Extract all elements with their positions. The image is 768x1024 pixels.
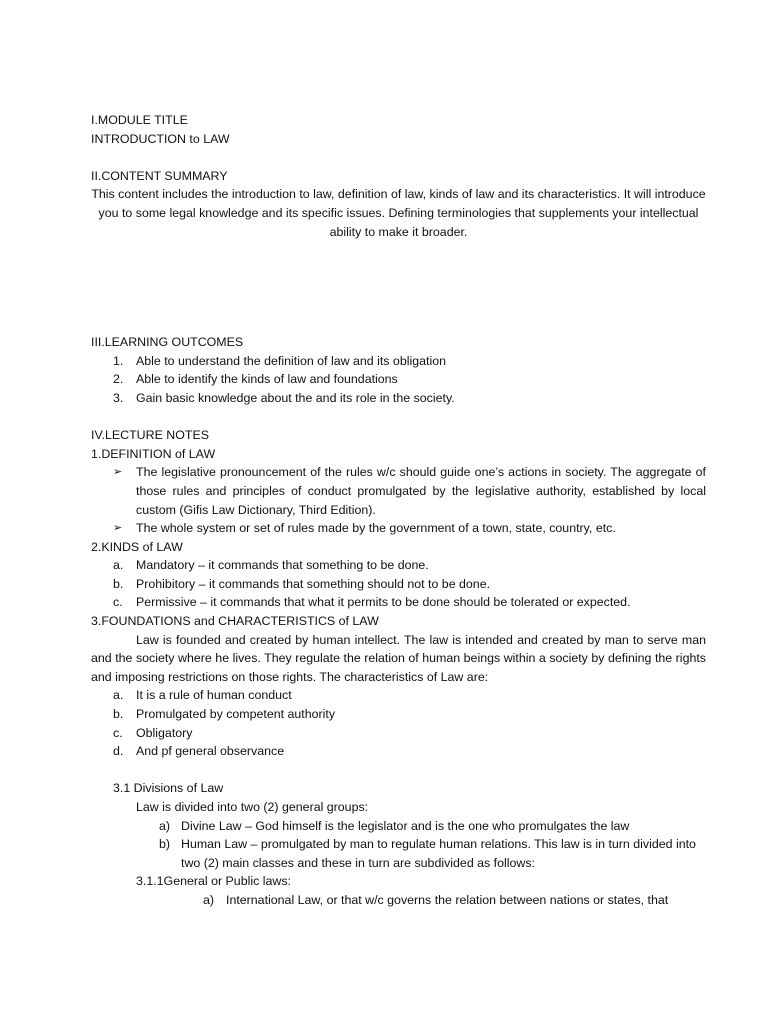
- list-marker: b.: [113, 707, 124, 722]
- characteristic-text: It is a rule of human conduct: [136, 688, 292, 703]
- division-text: Divine Law – God himself is the legislator and is the one who promulgates the law: [181, 818, 630, 833]
- general-laws-list: [91, 891, 706, 910]
- outcome-item: [91, 352, 706, 371]
- divisions-heading: 3.1 Divisions of Law: [113, 781, 224, 796]
- outcome-item: [91, 389, 706, 408]
- kind-item: [91, 593, 706, 612]
- general-law-item: [91, 891, 706, 910]
- general-laws-heading: 3.1.1General or Public laws:: [136, 874, 291, 889]
- divisions-intro: Law is divided into two (2) general groups:: [136, 800, 369, 814]
- outcomes-list: [91, 352, 706, 408]
- outcomes-heading: III.LEARNING OUTCOMES: [91, 335, 244, 350]
- outcome-text: Gain basic knowledge about the and its role in the society.: [136, 390, 455, 405]
- characteristic-item: [91, 724, 706, 743]
- foundations-paragraph: Law is founded and created by human intellect. The law is intended and created by man to serve man and the society where he lives. They regulate the relation of human beings within a society by defining the rights and imposing restrictions on those rights. The characteristics of Law are:: [91, 632, 706, 684]
- arrow-bullet-icon: ➢: [113, 465, 123, 479]
- characteristic-item: [91, 705, 706, 724]
- divisions-list: [91, 817, 706, 873]
- kind-item: [91, 575, 706, 594]
- list-marker: a): [159, 818, 171, 833]
- kinds-list: [91, 556, 706, 612]
- definition-item: [91, 463, 706, 519]
- list-marker: b): [159, 837, 171, 852]
- outcome-item: [91, 370, 706, 389]
- characteristic-item: [91, 742, 706, 761]
- kind-text: Mandatory – it commands that something to be done.: [136, 558, 429, 573]
- list-marker: a.: [113, 558, 124, 573]
- definition-text: The whole system or set of rules made by the government of a town, state, country, etc.: [136, 521, 616, 536]
- characteristics-list: [91, 686, 706, 760]
- list-marker: b.: [113, 576, 124, 591]
- definition-item: [91, 519, 706, 538]
- characteristic-item: [91, 686, 706, 705]
- division-item: [91, 817, 706, 836]
- module-heading: I.MODULE TITLE: [91, 113, 188, 127]
- outcome-text: Able to understand the definition of law and its obligation: [136, 353, 446, 368]
- definition-text: The legislative pronouncement of the rules w/c should guide one’s actions in society. The aggregate of those rules and principles of conduct promulgated by the legislative authority, established by local custom (Gifis Law Dictionary, Third Edition).: [136, 465, 706, 517]
- lecture-heading: IV.LECTURE NOTES: [91, 428, 209, 443]
- list-marker: a.: [113, 688, 124, 703]
- list-marker: a): [203, 892, 215, 907]
- module-title: INTRODUCTION to LAW: [91, 131, 230, 146]
- list-marker: 2.: [113, 372, 124, 387]
- list-marker: d.: [113, 744, 124, 759]
- document-content: [91, 111, 706, 910]
- definition-heading: 1.DEFINITION of LAW: [91, 446, 216, 461]
- characteristic-text: Promulgated by competent authority: [136, 707, 336, 722]
- arrow-bullet-icon: ➢: [113, 521, 123, 535]
- list-marker: c.: [113, 725, 123, 740]
- summary-text: This content includes the introduction to law, definition of law, kinds of law and its characteristics. It will introduce you to some legal knowledge and its specific issues. Defining terminologies that supplements your intellectual ability to make it broader.: [91, 187, 706, 239]
- kinds-heading: 2.KINDS of LAW: [91, 539, 183, 554]
- definition-list: [91, 463, 706, 537]
- outcome-text: Able to identify the kinds of law and foundations: [136, 372, 398, 387]
- characteristic-text: Obligatory: [136, 725, 193, 740]
- kind-item: [91, 556, 706, 575]
- list-marker: 3.: [113, 390, 124, 405]
- list-marker: 1.: [113, 353, 124, 368]
- kind-text: Permissive – it commands that what it permits to be done should be tolerated or expected.: [136, 595, 631, 610]
- division-item: [91, 835, 706, 872]
- characteristic-text: And pf general observance: [136, 744, 285, 759]
- general-law-text: International Law, or that w/c governs the relation between nations or states, that: [226, 892, 669, 907]
- list-marker: c.: [113, 595, 123, 610]
- summary-heading: II.CONTENT SUMMARY: [91, 168, 228, 183]
- foundations-heading: 3.FOUNDATIONS and CHARACTERISTICS of LAW: [91, 614, 379, 629]
- kind-text: Prohibitory – it commands that something should not to be done.: [136, 576, 491, 591]
- division-text: Human Law – promulgated by man to regulate human relations. This law is in turn divided into two (2) main classes and these in turn are subdivided as follows:: [181, 837, 696, 870]
